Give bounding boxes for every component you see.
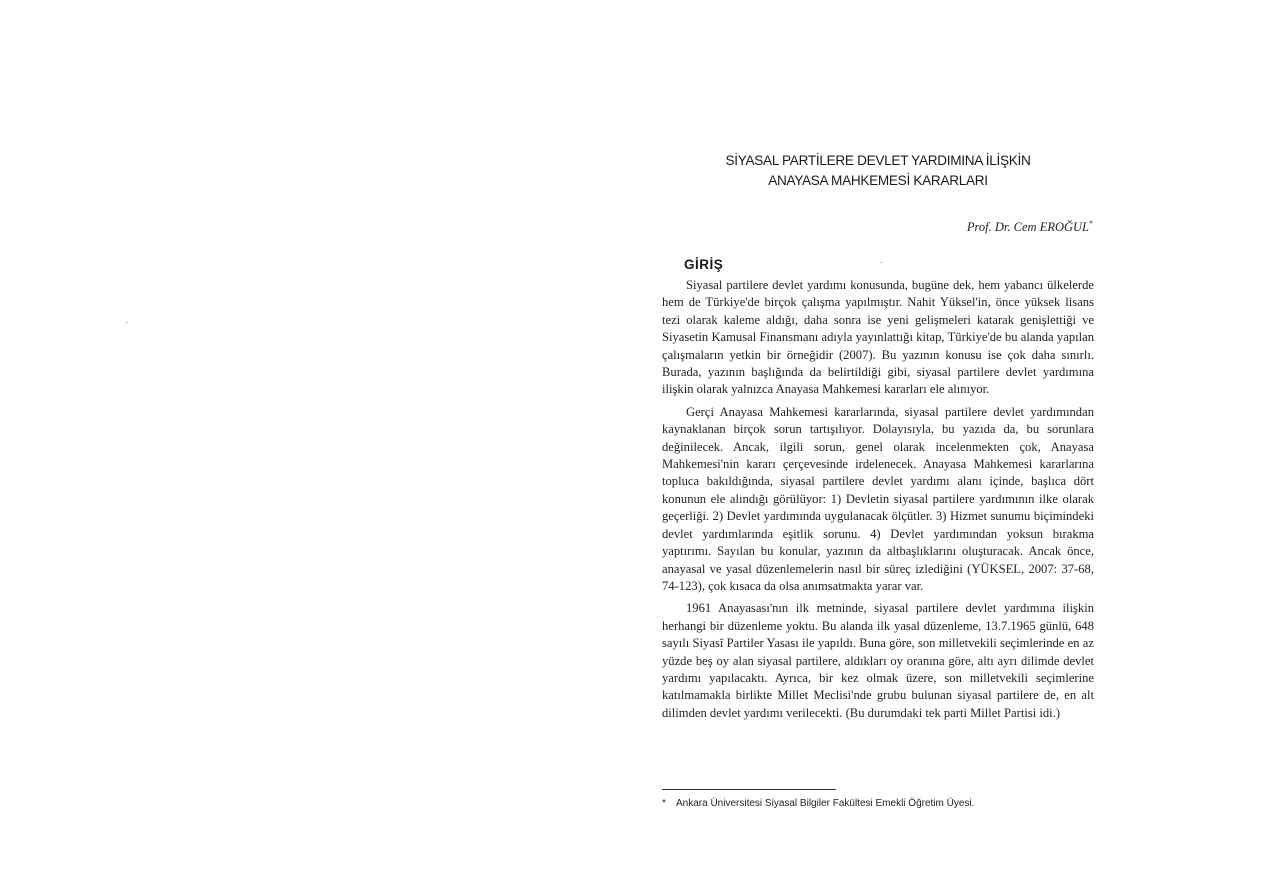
section-heading: GİRİŞ: [684, 257, 724, 272]
article-title: [662, 151, 1094, 191]
scan-speck: [880, 262, 882, 263]
author-text: Prof. Dr. Cem EROĞUL: [966, 220, 1089, 235]
footnote-mark: *: [662, 798, 666, 809]
footnote-text: Ankara Üniversitesi Siyasal Bilgiler Fakültesi Emekli Öğretim Üyesi.: [676, 798, 975, 809]
footnote: [662, 798, 1094, 809]
body-text: [662, 277, 1094, 727]
paragraph: Siyasal partilere devlet yardımı konusunda, bugüne dek, hem yabancı ülkelerde hem de Türkiye'de birçok çalışma yapılmıştır. Nahit Yüksel'in, önce yüksek lisans tezi olarak kaleme aldığı, daha sonra ise yeni gelişmeleri katarak genişlettiği ve Siyasetin Kamusal Finansmanı adıyla yayınlattığı kitap, Türkiye'de bu alanda yapılan çalışmaların yetkin bir örneğidir (2007). Bu yazının konusu ise çok daha sınırlı. Burada, yazının başlığında da belirtildiği gibi, siyasal partilere devlet yardımına ilişkin olarak yalnızca Anayasa Mahkemesi kararları ele alınıyor.: [662, 278, 1094, 397]
paragraph: Gerçi Anayasa Mahkemesi kararlarında, siyasal partilere devlet yardımından kaynaklanan birçok sorun tartışılıyor. Dolayısıyla, bu yazıda da, bu sorunlara değinilecek. Ancak, ilgili sorun, genel olarak incelenmekten çok, Anayasa Mahkemesi'nin kararı çerçevesinde irdelenecek. Anayasa Mahkemesi kararlarına topluca bakıldığında, siyasal partilere devlet yardımı alanı içinde, başlıca dört konunun ele alındığı görülüyor: 1) Devletin siyasal partilere yardımının ilke olarak geçerliği. 2) Devlet yardımında uygulanacak ölçütler. 3) Hizmet sunumu biçimindeki devlet yardımlarında eşitlik sorunu. 4) Devlet yardımından yoksun bırakma yaptırımı. Sayılan bu konular, yazının da altbaşlıklarını oluşturacak. Ancak önce, anayasal ve yasal düzenlemelerin nasıl bir süreç izlediğini (YÜKSEL, 2007: 37-68, 74-123), çok kısaca da olsa anımsatmakta yarar var.: [662, 404, 1094, 593]
scan-speck: [126, 322, 128, 323]
article-title-line-2: ANAYASA MAHKEMESİ KARARLARI: [768, 173, 988, 188]
footnote-divider: [662, 789, 836, 790]
paragraph: 1961 Anayasası'nın ilk metninde, siyasal partilere devlet yardımına ilişkin herhangi bir düzenleme yoktu. Bu alanda ilk yasal düzenleme, 13.7.1965 günlü, 648 sayılı Siyasî Partiler Yasası ile yapıldı. Buna göre, son milletvekili seçimlerinde en az yüzde beş oy alan siyasal partilere, aldıkları oy oranına göre, altı ayrı dilimde devlet yardımı yapılacaktı. Ayrıca, bir kez olmak üzere, son milletvekili seçimlerine katılmamakla birlikte Millet Meclisi'nde grubu bulunan siyasal partilere de, en alt dilimden devlet yardımı verilecekti. (Bu durumdaki tek parti Millet Partisi idi.): [662, 601, 1094, 720]
author-name: [967, 219, 1093, 235]
author-footnote-mark: *: [1089, 219, 1093, 228]
article-title-line-1: SİYASAL PARTİLERE DEVLET YARDIMINA İLİŞKİN: [725, 153, 1031, 168]
